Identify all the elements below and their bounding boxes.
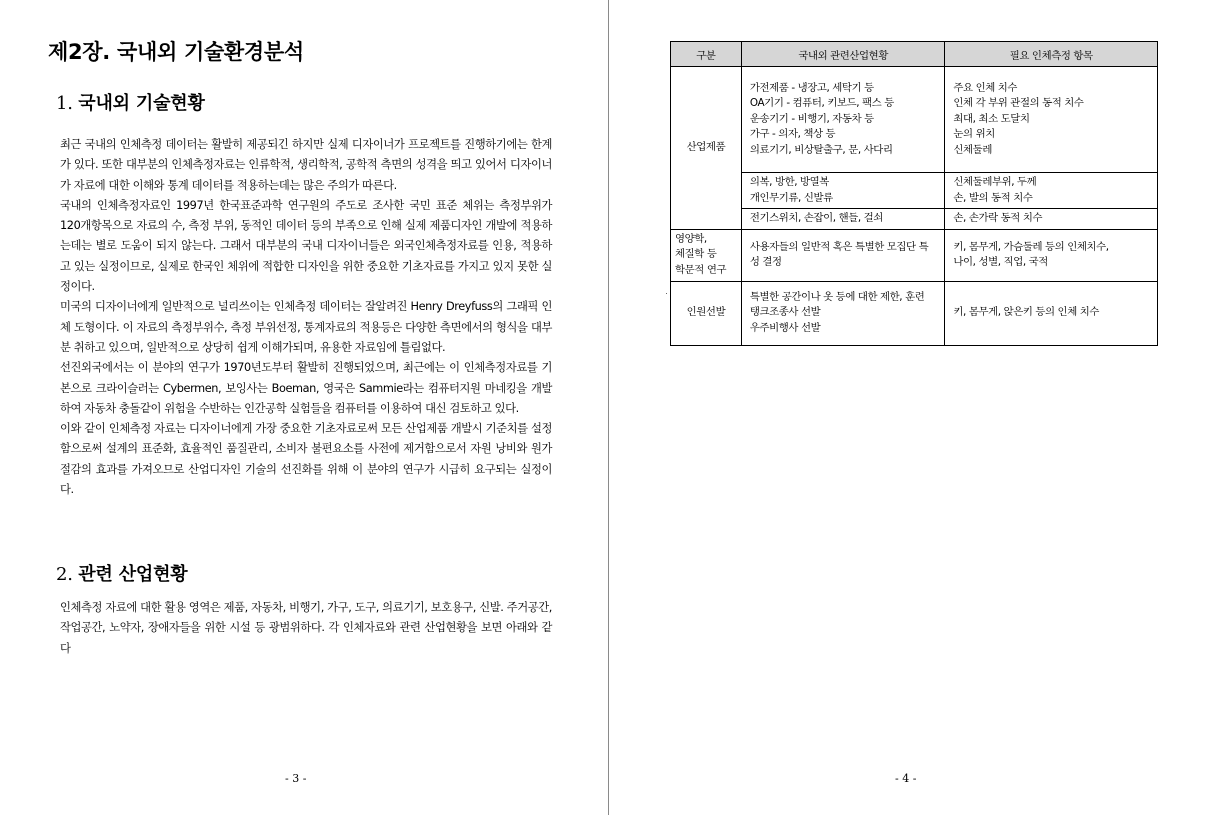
chapter-number: 제2장 <box>48 40 103 64</box>
page-3 <box>0 0 608 815</box>
table-row <box>671 229 1158 281</box>
cell-line: 사용자들의 일반적 혹은 특별한 모집단 특성 결정 <box>749 240 929 269</box>
industry-cell <box>741 67 945 173</box>
cell-line: 신체둘레부위, 두께 <box>953 176 1037 188</box>
stray-mark <box>666 293 667 294</box>
section-2-title: 관련 산업현황 <box>78 564 188 585</box>
industry-cell <box>741 209 945 230</box>
page-number: - 3 - <box>285 772 307 785</box>
section-2-heading <box>56 560 188 586</box>
cell-line: 주요 인체 치수 <box>953 81 1018 94</box>
section-2-body <box>60 598 552 659</box>
measurement-cell <box>945 209 1158 230</box>
page-number: - 4 - <box>895 772 917 785</box>
chapter-title-text: . 국내외 기술환경분석 <box>102 40 304 64</box>
paragraph: 인체측정 자료에 대한 활용 영역은 제품, 자동차, 비행기, 가구, 도구, 의료기기, 보호용구, 신발. 주거공간, 작업공간, 노약자, 장애자들을 위한 시설 등 광범위하다. 각 인체자료와 관련 산업현황을 보면 아래와 같다 <box>60 601 552 655</box>
cell-line: 의료기기, 비상탈출구, 문, 사다리 <box>749 143 893 156</box>
cell-line: 나이, 성별, 직업, 국적 <box>953 256 1048 269</box>
chapter-title <box>48 36 304 66</box>
header-measurement: 필요 인체측정 항목 <box>945 42 1158 67</box>
measurement-cell <box>945 281 1158 345</box>
header-category: 구분 <box>671 42 742 67</box>
cell-line: 눈의 위치 <box>953 128 995 141</box>
table-row <box>671 173 1158 209</box>
paragraph: 선진외국에서는 이 분야의 연구가 1970년도부터 활발히 진행되었으며, 최근에는 이 인체측정자료를 기본으로 크라이슬러는 Cybermen, 보잉사는 Boeman, 영국은 Sammie라는 컴퓨터지원 마네킹을 개발하여 자동차 충돌같이 위험을 수반하는 인간공학 실험들을 컴퓨터를 이용하여 대신 검토하고 있다. <box>60 361 552 415</box>
table-row <box>671 209 1158 230</box>
measurement-cell <box>945 173 1158 209</box>
cell-line: 의복, 방한, 방열복 <box>749 176 829 188</box>
industry-cell <box>741 173 945 209</box>
category-cell <box>671 229 742 281</box>
page-4 <box>610 0 1217 815</box>
cell-line: 손, 손가락 동적 치수 <box>953 212 1043 225</box>
cell-line: 특별한 공간이나 옷 등에 대한 제한, 훈련 <box>749 290 925 303</box>
table-header-row <box>671 42 1158 67</box>
section-1-body <box>60 135 552 500</box>
header-industry: 국내외 관련산업현황 <box>741 42 945 67</box>
cell-line: 운송기기 - 비행기, 자동차 등 <box>749 112 874 125</box>
paragraph: 최근 국내의 인체측정 데이터는 활발히 제공되긴 하지만 실제 디자이너가 프로젝트를 진행하기에는 한계가 있다. 또한 대부분의 인체측정자료는 인류학적, 생리학적, 공학적 측면의 성격을 띄고 있어서 디자이너가 자료에 대한 이해와 통계 데이터를 적용하는데는 많은 주의가 따른다. <box>60 138 552 192</box>
cell-line: 최대, 최소 도달치 <box>953 112 1030 125</box>
section-2-number: 2. <box>56 564 79 585</box>
cell-line: 가구 - 의자, 책상 등 <box>749 128 836 141</box>
cell-line: 키, 몸무게, 앉은키 등의 인체 치수 <box>953 306 1100 319</box>
industry-table <box>670 41 1158 346</box>
cell-line: 신체둘레 <box>953 143 992 156</box>
cell-line: 탱크조종사 선발 <box>749 306 821 319</box>
cell-line: 영양학, <box>675 232 707 245</box>
page-divider <box>608 0 609 815</box>
section-1-number: 1. <box>56 93 79 114</box>
category-cell: 인원선발 <box>671 281 742 345</box>
category-cell: 산업제품 <box>671 67 742 230</box>
table-row <box>671 281 1158 345</box>
cell-line: 학문적 연구 <box>675 263 727 276</box>
paragraph: 이와 같이 인체측정 자료는 디자이너에게 가장 중요한 기초자료로써 모든 산업제품 개발시 기준치를 설정함으로써 설계의 표준화, 효율적인 품질관리, 소비자 불편요소를 사전에 제거함으로서 자원 낭비와 원가절감의 효과를 가져오므로 산업디자인 기술의 선진화를 위해 이 분야의 연구가 시급히 요구되는 실정이다. <box>60 422 552 497</box>
cell-line: 가전제품 - 냉장고, 세탁기 등 <box>749 81 874 94</box>
cell-line: 개인무기류, 신발류 <box>749 191 833 204</box>
measurement-cell <box>945 229 1158 281</box>
measurement-cell <box>945 67 1158 173</box>
paragraph: 미국의 디자이너에게 일반적으로 널리쓰이는 인체측정 데이터는 잘알려진 Henry Dreyfuss의 그래픽 인체 도형이다. 이 자료의 측정부위수, 측정 부위선정, 통계자료의 적용등은 다양한 측면에서의 형식을 대부분 취하고 있으며, 일반적으로 상당히 쉽게 이해가되며, 유용한 자료임에 틀림없다. <box>60 300 552 354</box>
cell-line: 인체 각 부위 관절의 동적 치수 <box>953 97 1084 110</box>
cell-line: 체질학 등 <box>675 248 717 261</box>
table-row <box>671 67 1158 173</box>
paragraph: 국내의 인체측정자료인 1997년 한국표준과학 연구원의 주도로 조사한 국민 표준 체위는 측정부위가 120개항목으로 자료의 수, 측정 부위, 동적인 데이터 등의 부족으로 인해 실제 제품디자인 개발에 적용하는데는 별로 도움이 되지 않는다. 그래서 대부분의 국내 디자이너들은 외국인체측정자료를 인용, 적용하고 있는 실정이므로, 실제로 한국인 체위에 적합한 디자인을 위한 중요한 기초자료를 가지고 있지 못한 실정이다. <box>60 198 552 294</box>
industry-cell <box>741 229 945 281</box>
section-1-title: 국내외 기술현황 <box>78 93 205 114</box>
cell-line: 전기스위치, 손잡이, 핸들, 걸쇠 <box>749 212 883 225</box>
cell-line: OA기기 - 컴퓨터, 키보드, 팩스 등 <box>749 97 894 110</box>
cell-line: 손, 발의 동적 치수 <box>953 191 1033 204</box>
cell-line: 우주비행사 선발 <box>749 321 821 334</box>
section-1-heading <box>56 89 205 115</box>
cell-line: 키, 몸무게, 가슴둘레 등의 인체치수, <box>953 240 1109 253</box>
industry-cell <box>741 281 945 345</box>
